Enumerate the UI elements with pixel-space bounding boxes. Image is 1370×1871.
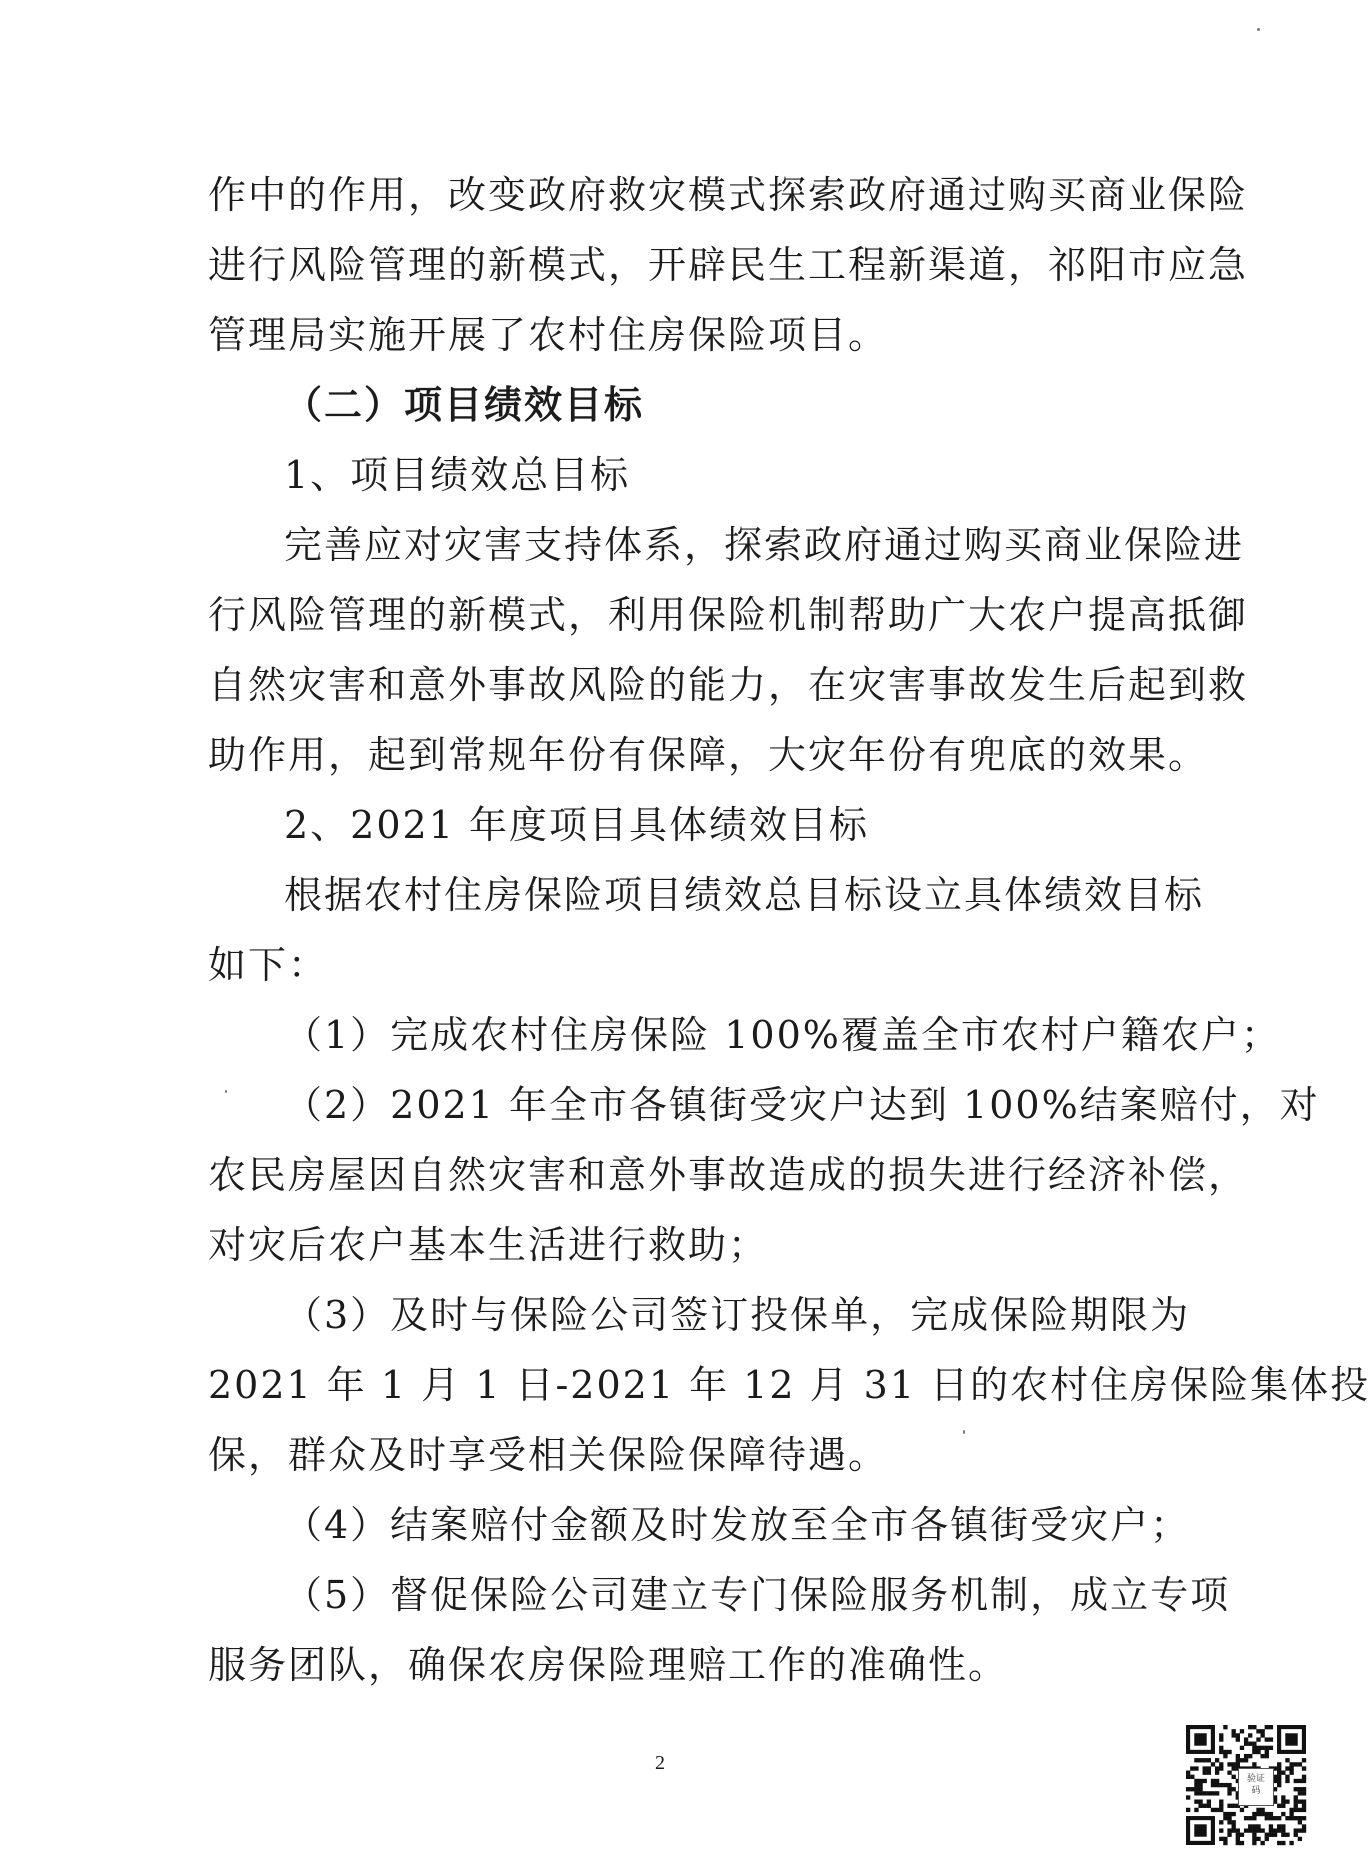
text-line: （3）及时与保险公司签订投保单，完成保险期限为 xyxy=(284,1293,1191,1337)
text-line: （1）完成农村住房保险 100%覆盖全市农村户籍农户； xyxy=(284,1013,1281,1057)
text-line: 如下： xyxy=(208,943,329,987)
text-line: （2）2021 年全市各镇街受灾户达到 100%结案赔付，对 xyxy=(284,1083,1320,1127)
section-heading: （二）项目绩效目标 xyxy=(284,382,645,427)
text-line: （5）督促保险公司建立专门保险服务机制，成立专项 xyxy=(284,1573,1231,1617)
text-line: 完善应对灾害支持体系，探索政府通过购买商业保险进 xyxy=(284,523,1245,567)
text-line: 服务团队，确保农房保险理赔工作的准确性。 xyxy=(208,1643,1009,1687)
document-body xyxy=(208,160,1370,1700)
text-line: 根据农村住房保险项目绩效总目标设立具体绩效目标 xyxy=(284,873,1205,917)
scan-speck xyxy=(225,1090,227,1093)
text-line: 自然灾害和意外事故风险的能力，在灾害事故发生后起到救 xyxy=(208,663,1249,707)
qr-verification-stamp: 验证 码 xyxy=(1238,1768,1274,1806)
text-line: 行风险管理的新模式，利用保险机制帮助广大农户提高抵御 xyxy=(208,593,1249,637)
text-line: 对灾后农户基本生活进行救助； xyxy=(208,1223,769,1267)
text-line: 作中的作用，改变政府救灾模式探索政府通过购买商业保险 xyxy=(208,173,1249,217)
text-line: 管理局实施开展了农村住房保险项目。 xyxy=(208,313,889,357)
text-line: 农民房屋因自然灾害和意外事故造成的损失进行经济补偿， xyxy=(208,1153,1249,1197)
text-line: 2021 年 1 月 1 日-2021 年 12 月 31 日的农村住房保险集体投 xyxy=(208,1363,1370,1407)
text-line: 进行风险管理的新模式，开辟民生工程新渠道，祁阳市应急 xyxy=(208,243,1249,287)
text-line: 2、2021 年度项目具体绩效目标 xyxy=(284,803,869,847)
scan-speck xyxy=(963,1430,965,1434)
text-line: 1、项目绩效总目标 xyxy=(284,453,631,497)
text-line: 助作用，起到常规年份有保障，大灾年份有兜底的效果。 xyxy=(208,733,1209,777)
scan-speck xyxy=(1257,28,1260,31)
page-number: 2 xyxy=(655,1752,665,1774)
text-line: 保，群众及时享受相关保险保障待遇。 xyxy=(208,1433,889,1477)
text-line: （4）结案赔付金额及时发放至全市各镇街受灾户； xyxy=(284,1503,1191,1547)
